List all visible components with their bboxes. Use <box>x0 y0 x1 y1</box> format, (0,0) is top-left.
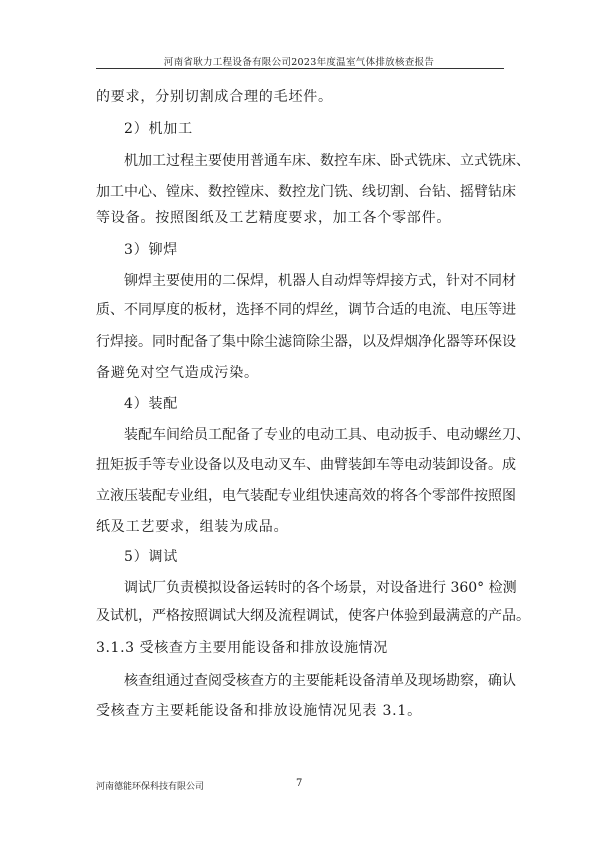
subsection-heading-3-1-3: 3.1.3 受核查方主要用能设备和排放设施情况 <box>96 640 388 656</box>
paragraph-line: 装配车间给员工配备了专业的电动工具、电动扳手、电动螺丝刀、 <box>124 427 530 443</box>
paragraph-line: 加工中心、镗床、数控镗床、数控龙门铣、线切割、台钻、摇臂钻床 <box>96 184 516 200</box>
footer-company: 河南德能环保科技有限公司 <box>96 782 205 792</box>
paragraph-line: 受核查方主要耗能设备和排放设施情况见表 3.1。 <box>96 703 422 719</box>
paragraph-line: 铆焊主要使用的二保焊，机器人自动焊等焊接方式，针对不同材 <box>124 273 516 289</box>
section-heading-assembly: 4）装配 <box>124 396 179 412</box>
paragraph-line: 核查组通过查阅受核查方的主要能耗设备清单及现场勘察，确认 <box>124 673 516 689</box>
paragraph-line: 及试机，严格按照调试大纲及流程调试，使客户体验到最满意的产品。 <box>96 608 530 624</box>
header-title: 河南省耿力工程设备有限公司2023年度温室气体排放核查报告 <box>163 57 435 68</box>
paragraph-line: 等设备。按照图纸及工艺精度要求，加工各个零部件。 <box>96 210 452 226</box>
paragraph-line: 备避免对空气造成污染。 <box>96 365 259 381</box>
paragraph-line: 纸及工艺要求，组装为成品。 <box>96 519 289 535</box>
paragraph-line: 质、不同厚度的板材，选择不同的焊丝，调节合适的电流、电压等进 <box>96 302 516 318</box>
paragraph-line: 机加工过程主要使用普通车床、数控车床、卧式铣床、立式铣床、 <box>124 153 530 169</box>
paragraph-line: 扭矩扳手等专业设备以及电动叉车、曲臂装卸车等电动装卸设备。成 <box>96 457 516 473</box>
section-heading-machining: 2）机加工 <box>124 121 193 137</box>
section-heading-debugging: 5）调试 <box>124 549 179 565</box>
paragraph-line: 调试厂负责模拟设备运转时的各个场景，对设备进行 360° 检测 <box>124 580 517 596</box>
paragraph-line: 立液压装配专业组，电气装配专业组快速高效的将各个零部件按照图 <box>96 488 516 504</box>
header-rule <box>96 68 504 69</box>
section-heading-welding: 3）铆焊 <box>124 242 179 258</box>
paragraph-line: 行焊接。同时配备了集中除尘滤筒除尘器，以及焊烟净化器等环保设 <box>96 334 516 350</box>
page-number: 7 <box>296 778 303 789</box>
paragraph-line: 的要求，分别切割成合理的毛坯件。 <box>96 89 333 105</box>
